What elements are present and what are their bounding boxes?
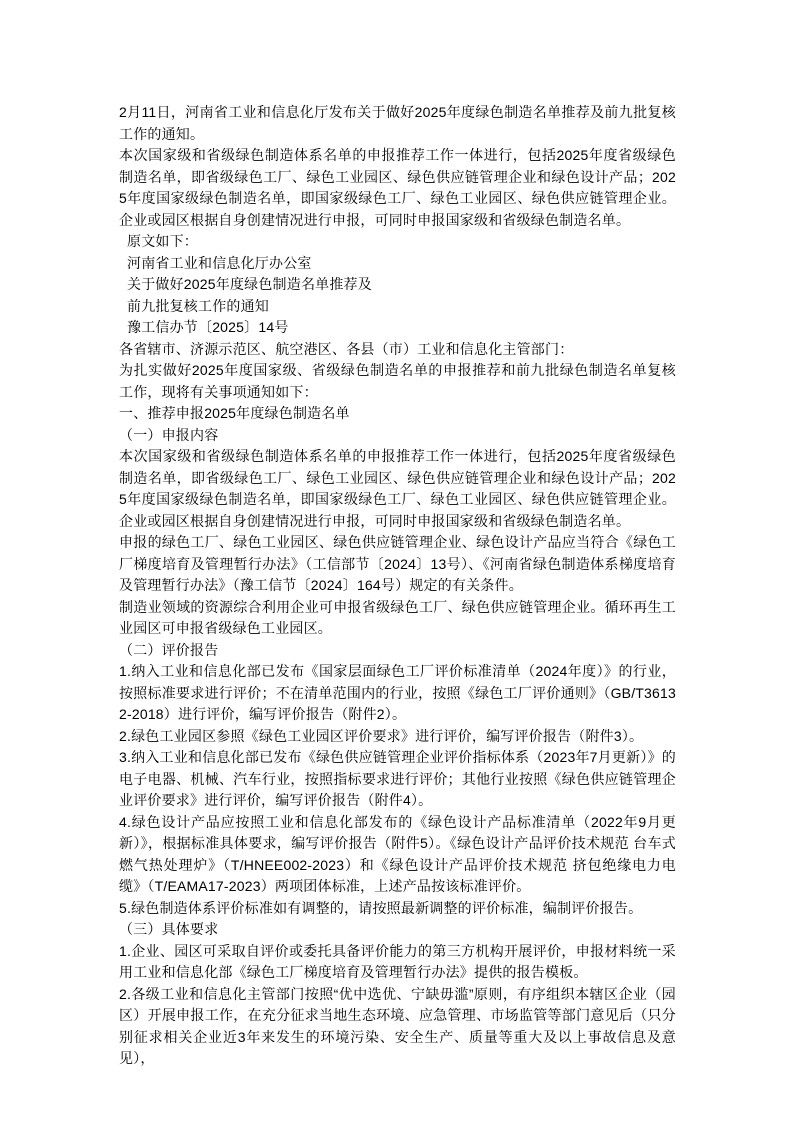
application-content-paragraph: 本次国家级和省级绿色制造体系名单的申报推荐工作一体进行，包括2025年度省级绿色制造名单，即省级绿色工厂、绿色工业园区、绿色供应链管理企业和绿色设计产品；2025年度国家级绿色制造名单，即国家级绿色工厂、绿色工业园区、绿色供应链管理企业。企业或园区根据自身创建情况进行申报，可同时申报国家级和省级绿色制造名单。 [119, 448, 676, 529]
intro-paragraph: 2月11日，河南省工业和信息化厅发布关于做好2025年度绿色制造名单推荐及前九批复核工作的通知。 [119, 104, 676, 142]
evaluation-item-4: 4.绿色设计产品应按照工业和信息化部发布的《绿色设计产品标准清单（2022年9月更新）》，根据标准具体要求，编写评价报告（附件5）。《绿色设计产品评价技术规范 台车式燃气热处理炉》（T/HNEE002-2023）和《绿色设计产品评价技术规范 挤包绝缘电力电缆》（T/EAMA17-2023）两项团体标准，上述产品按该标准评价。 [119, 813, 676, 894]
original-text-label: 原文如下： [127, 233, 198, 249]
resource-utilization-paragraph: 制造业领域的资源综合利用企业可申报省级绿色工厂、绿色供应链管理企业。循环再生工业园区可申报省级绿色工业园区。 [119, 598, 676, 636]
evaluation-item-3: 3.纳入工业和信息化部已发布《绿色供应链管理企业评价指标体系（2023年7月更新）》的电子电器、机械、汽车行业，按照指标要求进行评价；其他行业按照《绿色供应链管理企业评价要求》进行评价，编写评价报告（附件4）。 [119, 749, 676, 808]
subsection-1-3-heading: （三）具体要求 [119, 921, 219, 937]
preamble-paragraph: 为扎实做好2025年度国家级、省级绿色制造名单的申报推荐和前九批绿色制造名单复核工作，现将有关事项通知如下： [119, 362, 676, 400]
requirement-item-1: 1.企业、园区可采取自评价或委托具备评价能力的第三方机构开展评价，申报材料统一采用工业和信息化部《绿色工厂梯度培育及管理暂行办法》提供的报告模板。 [119, 942, 676, 980]
document-number-line: 豫工信办节〔2025〕14号 [127, 319, 289, 335]
addressee-line: 各省辖市、济源示范区、航空港区、各县（市）工业和信息化主管部门： [119, 340, 574, 357]
evaluation-item-1: 1.纳入工业和信息化部已发布《国家层面绿色工厂评价标准清单（2024年度）》的行业，按照标准要求进行评价；不在清单范围内的行业，按照《绿色工厂评价通则》（GB/T36132-2018）进行评价，编写评价报告（附件2）。 [119, 663, 676, 722]
summary-paragraph: 本次国家级和省级绿色制造体系名单的申报推荐工作一体进行，包括2025年度省级绿色制造名单，即省级绿色工厂、绿色工业园区、绿色供应链管理企业和绿色设计产品；2025年度国家级绿色制造名单，即国家级绿色工厂、绿色工业园区、绿色供应链管理企业。企业或园区根据自身创建情况进行申报，可同时申报国家级和省级绿色制造名单。 [119, 147, 676, 228]
subsection-1-2-heading: （二）评价报告 [119, 641, 219, 658]
evaluation-item-5: 5.绿色制造体系评价标准如有调整的，请按照最新调整的评价标准，编制评价报告。 [119, 899, 643, 916]
section-1-heading: 一、推荐申报2025年度绿色制造名单 [119, 405, 350, 421]
requirement-item-2: 2.各级工业和信息化主管部门按照“优中选优、宁缺毋滥”原则，有序组织本辖区企业（园区）开展申报工作，在充分征求当地生态环境、应急管理、市场监管等部门意见后（只分别征求相关企业近3年来发生的环境污染、安全生产、质量等重大及以上事故信息及意见）， [119, 985, 676, 1066]
issuing-office-line: 河南省工业和信息化厅办公室 [127, 254, 312, 271]
notice-title-line-2: 前九批复核工作的通知 [127, 297, 269, 314]
application-conditions-paragraph: 申报的绿色工厂、绿色工业园区、绿色供应链管理企业、绿色设计产品应当符合《绿色工厂梯度培育及管理暂行办法》（工信部节〔2024〕13号）、《河南省绿色制造体系梯度培育及管理暂行办法》（豫工信节〔2024〕164号）规定的有关条件。 [119, 534, 676, 593]
evaluation-item-2: 2.绿色工业园区参照《绿色工业园区评价要求》进行评价，编写评价报告（附件3）。 [119, 727, 644, 744]
document-content [119, 102, 676, 1070]
subsection-1-1-heading: （一）申报内容 [119, 426, 219, 443]
notice-title-line-1: 关于做好2025年度绿色制造名单推荐及 [127, 276, 372, 292]
